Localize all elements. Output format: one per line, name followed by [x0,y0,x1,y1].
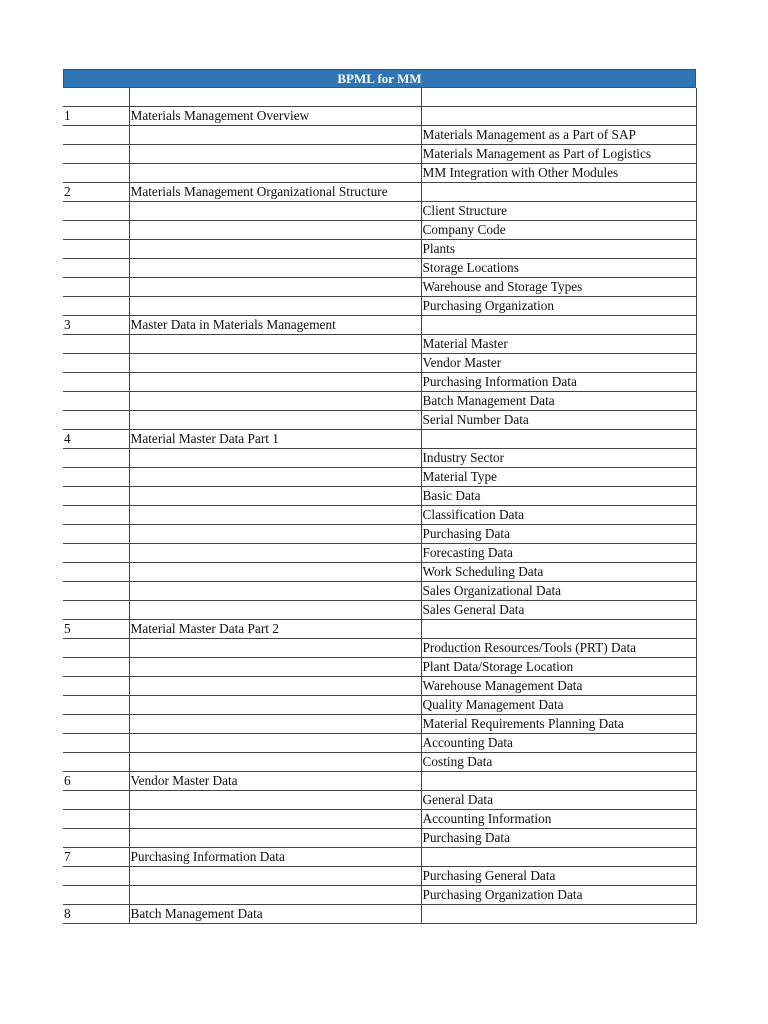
cell-topic[interactable]: Purchasing Information Data [129,848,421,867]
table-row [63,202,696,221]
cell-topic[interactable] [129,867,421,886]
cell-topic[interactable] [129,126,421,145]
table-row [63,620,696,639]
cell-subtopic[interactable]: Client Structure [421,202,696,221]
cell-subtopic[interactable]: Plant Data/Storage Location [421,658,696,677]
cell-number[interactable] [63,335,129,354]
cell-subtopic[interactable]: Vendor Master [421,354,696,373]
cell-number[interactable]: 2 [63,183,129,202]
cell-topic[interactable] [129,449,421,468]
cell-topic[interactable] [129,886,421,905]
cell-number[interactable] [63,810,129,829]
cell-subtopic[interactable]: Purchasing Organization [421,297,696,316]
cell-topic[interactable]: Materials Management Organizational Structure [129,183,421,202]
table-row [63,563,696,582]
table-row [63,354,696,373]
cell-topic[interactable] [129,392,421,411]
cell-subtopic[interactable]: Plants [421,240,696,259]
cell-number[interactable] [63,791,129,810]
cell-subtopic[interactable]: Accounting Information [421,810,696,829]
cell-subtopic[interactable]: Industry Sector [421,449,696,468]
table-row [63,525,696,544]
table-row [63,316,696,335]
table-body [63,88,696,924]
cell-number[interactable] [63,544,129,563]
table-row [63,772,696,791]
table-row [63,791,696,810]
cell-subtopic[interactable]: Purchasing General Data [421,867,696,886]
table-row [63,829,696,848]
table-row [63,582,696,601]
cell-number[interactable] [63,753,129,772]
cell-topic[interactable] [129,791,421,810]
cell-subtopic[interactable] [421,620,696,639]
cell-number[interactable] [63,145,129,164]
cell-subtopic[interactable]: Purchasing Information Data [421,373,696,392]
cell-number[interactable] [63,677,129,696]
cell-subtopic[interactable]: Storage Locations [421,259,696,278]
cell-topic[interactable] [129,259,421,278]
cell-subtopic[interactable]: Warehouse Management Data [421,677,696,696]
cell-subtopic[interactable]: Sales General Data [421,601,696,620]
cell-number[interactable]: 7 [63,848,129,867]
cell-number[interactable] [63,506,129,525]
table-row [63,506,696,525]
cell-topic[interactable] [129,164,421,183]
cell-topic[interactable] [129,715,421,734]
cell-subtopic[interactable]: Costing Data [421,753,696,772]
cell-number[interactable] [63,449,129,468]
table-row [63,658,696,677]
cell-subtopic[interactable]: Material Type [421,468,696,487]
cell-subtopic[interactable]: Purchasing Organization Data [421,886,696,905]
cell-subtopic[interactable]: Warehouse and Storage Types [421,278,696,297]
cell-number[interactable]: 1 [63,107,129,126]
cell-subtopic[interactable] [421,88,696,107]
table-row [63,544,696,563]
cell-topic[interactable] [129,677,421,696]
cell-subtopic[interactable]: Material Master [421,335,696,354]
table-row [63,240,696,259]
table-row [63,905,696,924]
cell-number[interactable] [63,525,129,544]
table-row [63,696,696,715]
cell-topic[interactable]: Master Data in Materials Management [129,316,421,335]
cell-number[interactable]: 5 [63,620,129,639]
table-row [63,164,696,183]
cell-subtopic[interactable] [421,316,696,335]
cell-subtopic[interactable]: Materials Management as Part of Logistics [421,145,696,164]
table-row [63,753,696,772]
table-row [63,126,696,145]
cell-number[interactable]: 8 [63,905,129,924]
table-row [63,297,696,316]
table-row [63,145,696,164]
cell-topic[interactable]: Vendor Master Data [129,772,421,791]
cell-number[interactable] [63,88,129,107]
cell-subtopic[interactable]: Company Code [421,221,696,240]
cell-topic[interactable] [129,373,421,392]
cell-subtopic[interactable] [421,772,696,791]
cell-subtopic[interactable]: Basic Data [421,487,696,506]
cell-topic[interactable] [129,734,421,753]
table-row [63,677,696,696]
spreadsheet [63,69,696,924]
table-row [63,468,696,487]
cell-topic[interactable] [129,506,421,525]
cell-topic[interactable]: Material Master Data Part 1 [129,430,421,449]
cell-number[interactable] [63,715,129,734]
cell-number[interactable] [63,601,129,620]
cell-number[interactable] [63,468,129,487]
table-row [63,430,696,449]
table-row [63,107,696,126]
cell-topic[interactable] [129,753,421,772]
cell-number[interactable] [63,164,129,183]
cell-number[interactable] [63,867,129,886]
cell-number[interactable] [63,886,129,905]
cell-topic[interactable] [129,145,421,164]
cell-subtopic[interactable]: Sales Organizational Data [421,582,696,601]
table-row [63,411,696,430]
cell-topic[interactable] [129,544,421,563]
cell-number[interactable]: 4 [63,430,129,449]
cell-topic[interactable] [129,354,421,373]
cell-number[interactable] [63,582,129,601]
cell-subtopic[interactable]: Batch Management Data [421,392,696,411]
cell-subtopic[interactable]: Accounting Data [421,734,696,753]
cell-subtopic[interactable] [421,848,696,867]
cell-subtopic[interactable]: Materials Management as a Part of SAP [421,126,696,145]
cell-number[interactable]: 3 [63,316,129,335]
cell-number[interactable] [63,240,129,259]
cell-subtopic[interactable]: Production Resources/Tools (PRT) Data [421,639,696,658]
cell-topic[interactable] [129,563,421,582]
cell-subtopic[interactable] [421,183,696,202]
cell-number[interactable] [63,278,129,297]
cell-subtopic[interactable] [421,430,696,449]
cell-number[interactable] [63,392,129,411]
cell-topic[interactable] [129,487,421,506]
cell-number[interactable] [63,411,129,430]
cell-topic[interactable] [129,88,421,107]
table-row [63,88,696,107]
cell-subtopic[interactable]: Work Scheduling Data [421,563,696,582]
table-row [63,392,696,411]
cell-topic[interactable] [129,810,421,829]
cell-topic[interactable] [129,221,421,240]
cell-number[interactable] [63,126,129,145]
table-row [63,886,696,905]
cell-topic[interactable] [129,411,421,430]
cell-subtopic[interactable]: Quality Management Data [421,696,696,715]
cell-number[interactable] [63,829,129,848]
table-row [63,221,696,240]
bpml-table [63,88,697,924]
cell-topic[interactable] [129,696,421,715]
sheet-title: BPML for MM [63,69,696,88]
cell-subtopic[interactable]: Serial Number Data [421,411,696,430]
table-row [63,373,696,392]
cell-number[interactable] [63,487,129,506]
cell-topic[interactable] [129,658,421,677]
cell-topic[interactable]: Material Master Data Part 2 [129,620,421,639]
cell-topic[interactable] [129,335,421,354]
table-row [63,715,696,734]
cell-number[interactable] [63,658,129,677]
cell-topic[interactable] [129,240,421,259]
table-row [63,810,696,829]
table-row [63,867,696,886]
cell-subtopic[interactable]: General Data [421,791,696,810]
cell-number[interactable] [63,734,129,753]
table-row [63,278,696,297]
cell-topic[interactable] [129,601,421,620]
cell-number[interactable] [63,221,129,240]
cell-topic[interactable] [129,278,421,297]
cell-number[interactable] [63,354,129,373]
cell-topic[interactable] [129,639,421,658]
cell-topic[interactable] [129,582,421,601]
table-row [63,259,696,278]
cell-topic[interactable] [129,525,421,544]
cell-topic[interactable] [129,297,421,316]
cell-subtopic[interactable]: MM Integration with Other Modules [421,164,696,183]
cell-subtopic[interactable] [421,107,696,126]
cell-subtopic[interactable]: Purchasing Data [421,829,696,848]
table-row [63,639,696,658]
cell-topic[interactable]: Materials Management Overview [129,107,421,126]
table-row [63,487,696,506]
cell-topic[interactable]: Batch Management Data [129,905,421,924]
cell-number[interactable] [63,297,129,316]
cell-topic[interactable] [129,468,421,487]
cell-number[interactable] [63,563,129,582]
table-row [63,848,696,867]
table-row [63,335,696,354]
cell-number[interactable] [63,259,129,278]
cell-number[interactable] [63,639,129,658]
cell-topic[interactable] [129,202,421,221]
cell-topic[interactable] [129,829,421,848]
table-row [63,734,696,753]
cell-number[interactable] [63,373,129,392]
table-row [63,183,696,202]
cell-subtopic[interactable] [421,905,696,924]
table-row [63,601,696,620]
cell-number[interactable] [63,696,129,715]
cell-number[interactable]: 6 [63,772,129,791]
cell-subtopic[interactable]: Purchasing Data [421,525,696,544]
cell-subtopic[interactable]: Classification Data [421,506,696,525]
cell-number[interactable] [63,202,129,221]
cell-subtopic[interactable]: Forecasting Data [421,544,696,563]
cell-subtopic[interactable]: Material Requirements Planning Data [421,715,696,734]
table-row [63,449,696,468]
